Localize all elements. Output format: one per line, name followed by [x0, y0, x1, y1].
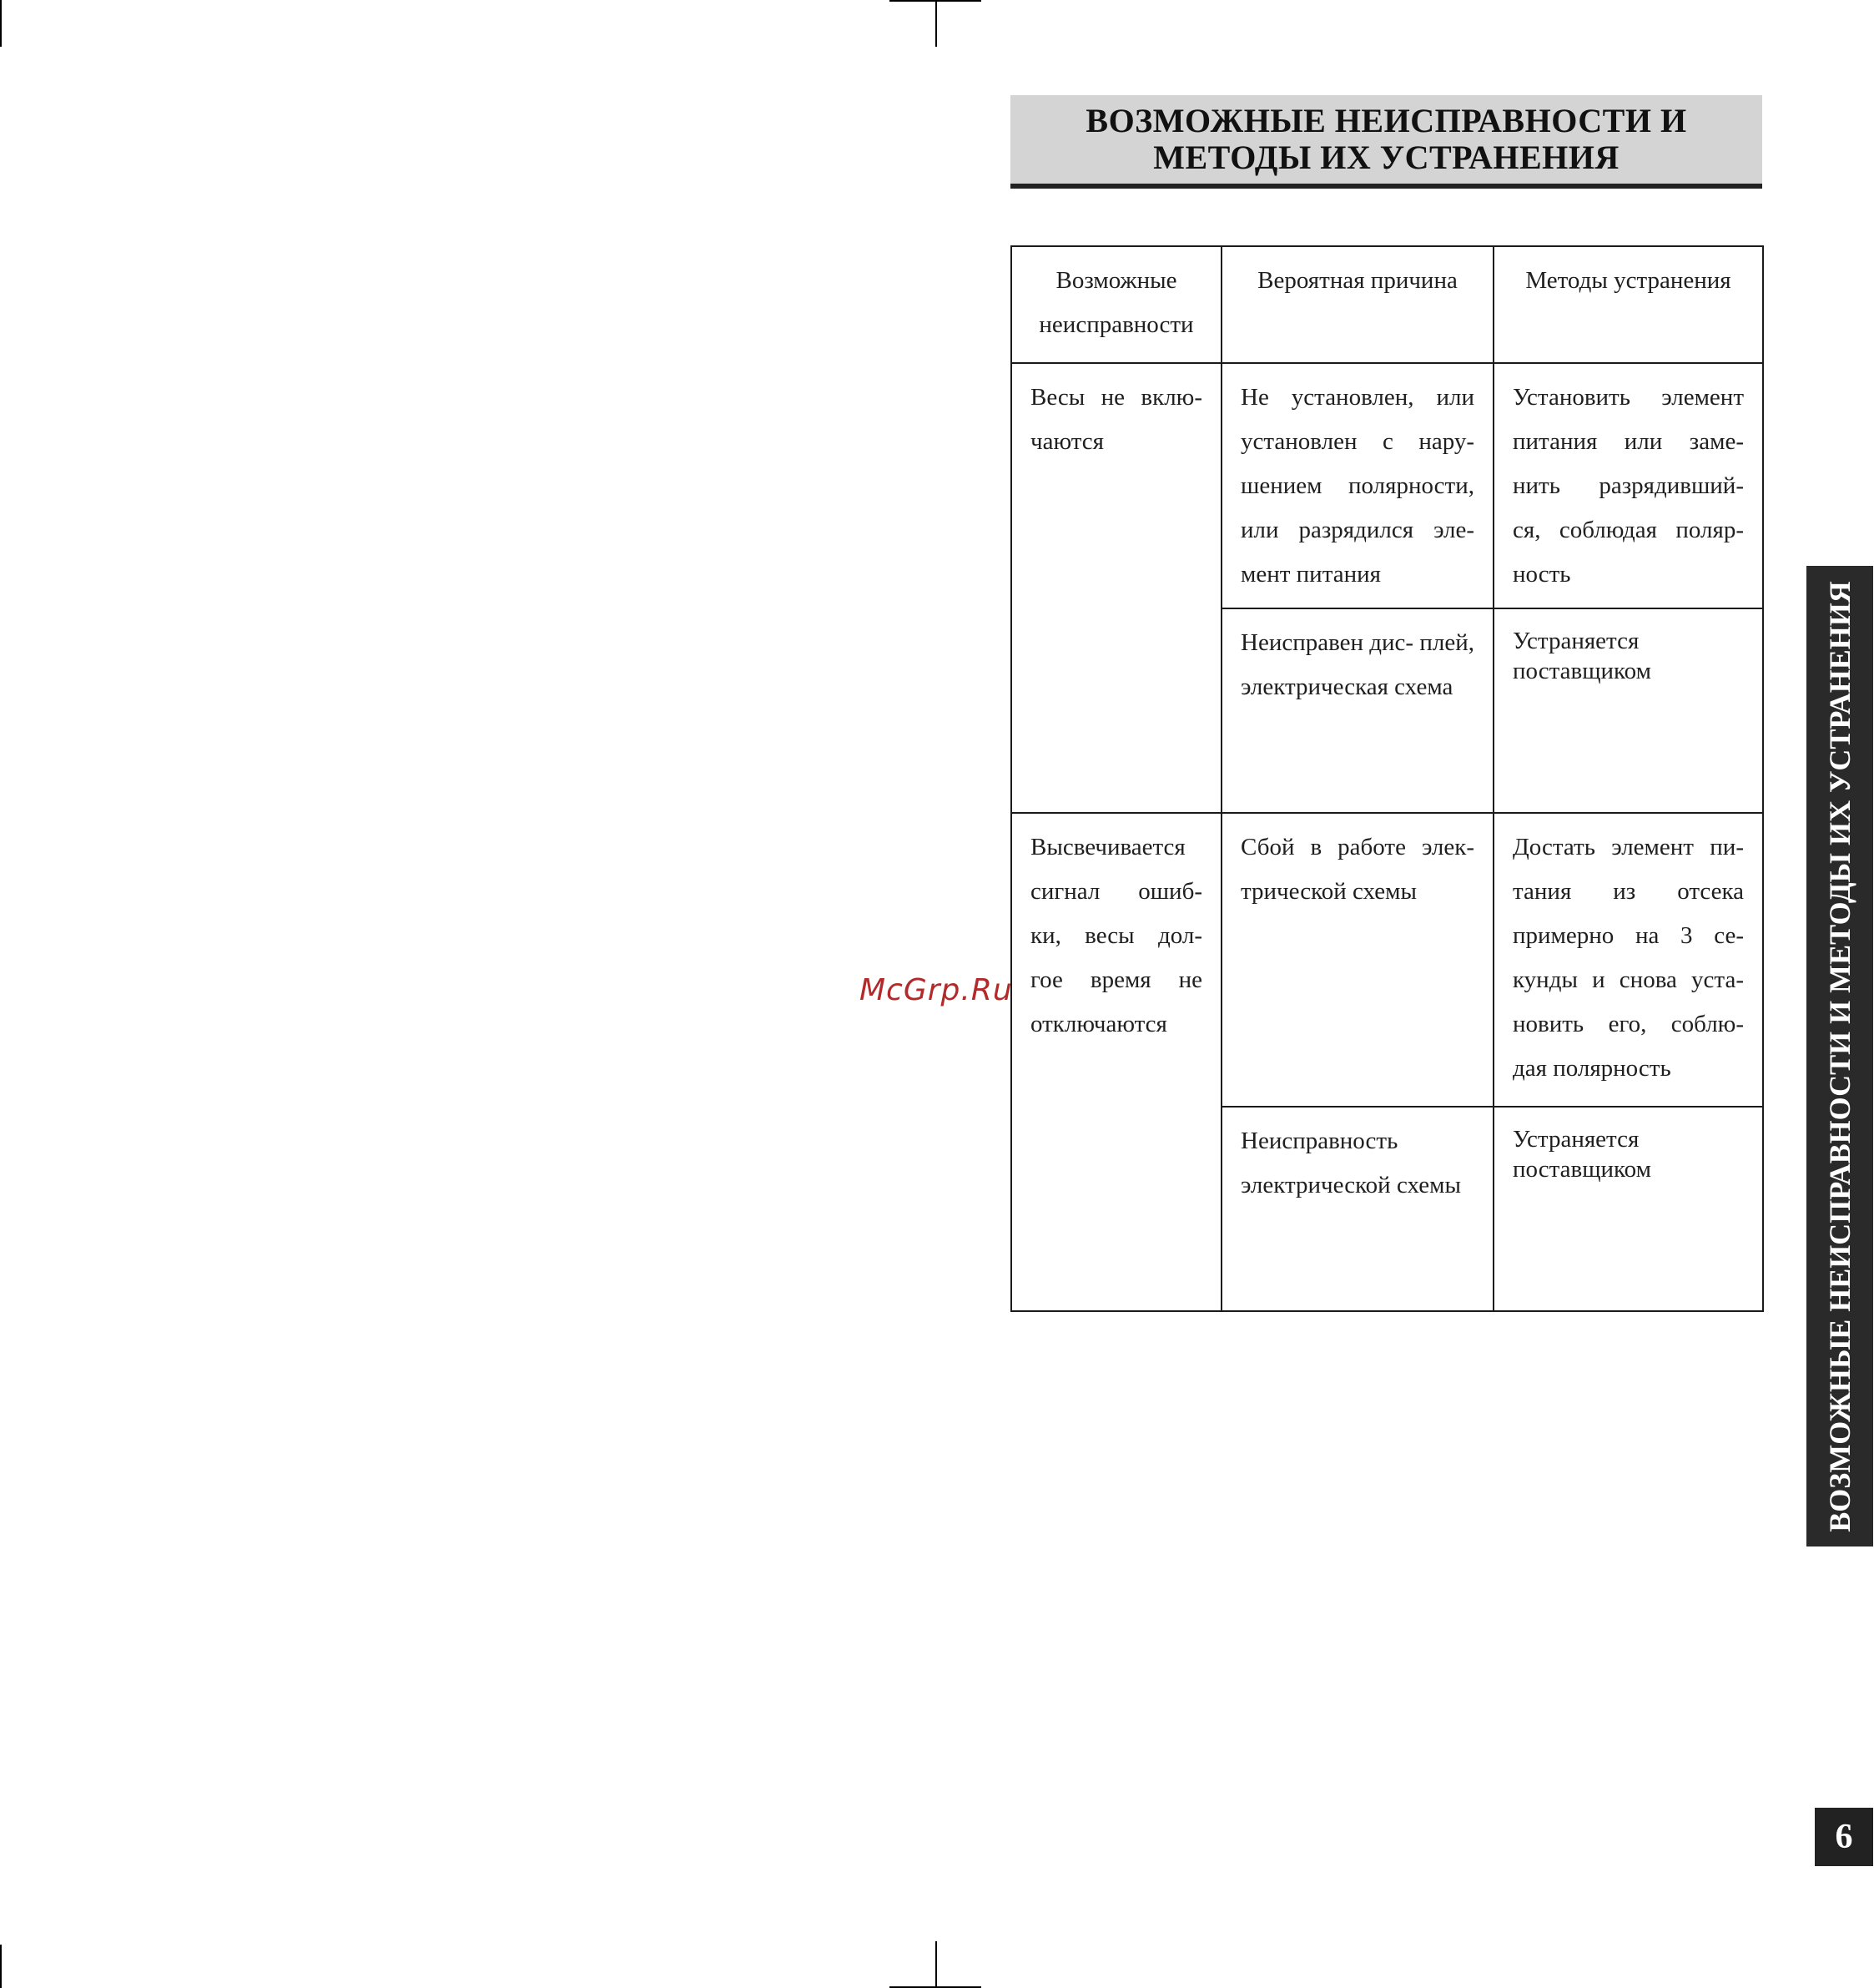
table-header-row [1011, 246, 1763, 363]
remedy-cell: Устраняется поставщиком [1494, 1107, 1763, 1311]
header-cause: Вероятная причина [1222, 246, 1494, 363]
watermark: McGrp.Ru [859, 973, 1013, 1007]
crop-mark-top-left [0, 0, 2, 47]
crop-mark-bottom-left [0, 1945, 2, 1988]
cause-cell: Не установлен, или установлен с нару- шением полярности, или разрядился эле- мент питания [1222, 363, 1494, 608]
cause-cell: Неисправность электрической схемы [1222, 1107, 1494, 1311]
crop-mark-top-center [935, 0, 937, 47]
troubleshooting-table [1010, 245, 1764, 1312]
cause-cell: Неисправен дис- плей, электрическая схема [1222, 608, 1494, 813]
crop-mark-top-center-rule [889, 0, 981, 2]
table-row [1011, 363, 1763, 608]
remedy-cell: Установить элемент питания или заме- нить разрядивший- ся, соблюдая поляр- ность [1494, 363, 1763, 608]
section-heading [1010, 95, 1762, 189]
header-faults: Возможные неисправности [1011, 246, 1222, 363]
side-section-tab [1806, 566, 1873, 1547]
table-row [1011, 813, 1763, 1107]
cause-cell: Сбой в работе элек- трической схемы [1222, 813, 1494, 1107]
remedy-cell: Устраняется поставщиком [1494, 608, 1763, 813]
fault-cell: Высвечивается сигнал ошиб- ки, весы дол- гое время не отключаются [1011, 813, 1222, 1311]
header-remedy: Методы устранения [1494, 246, 1763, 363]
side-tab-label: ВОЗМОЖНЫЕ НЕИСПРАВНОСТИ И МЕТОДЫ ИХ УСТРАНЕНИЯ [1823, 580, 1857, 1532]
fault-cell: Весы не вклю- чаются [1011, 363, 1222, 813]
page-number: 6 [1815, 1808, 1873, 1866]
heading-line-2: МЕТОДЫ ИХ УСТРАНЕНИЯ [1153, 139, 1620, 176]
crop-mark-bottom-center [935, 1941, 937, 1988]
remedy-cell: Достать элемент пи- тания из отсека примерно на 3 се- кунды и снова уста- новить его, соблю- дая полярность [1494, 813, 1763, 1107]
heading-line-1: ВОЗМОЖНЫЕ НЕИСПРАВНОСТИ И [1086, 102, 1687, 139]
